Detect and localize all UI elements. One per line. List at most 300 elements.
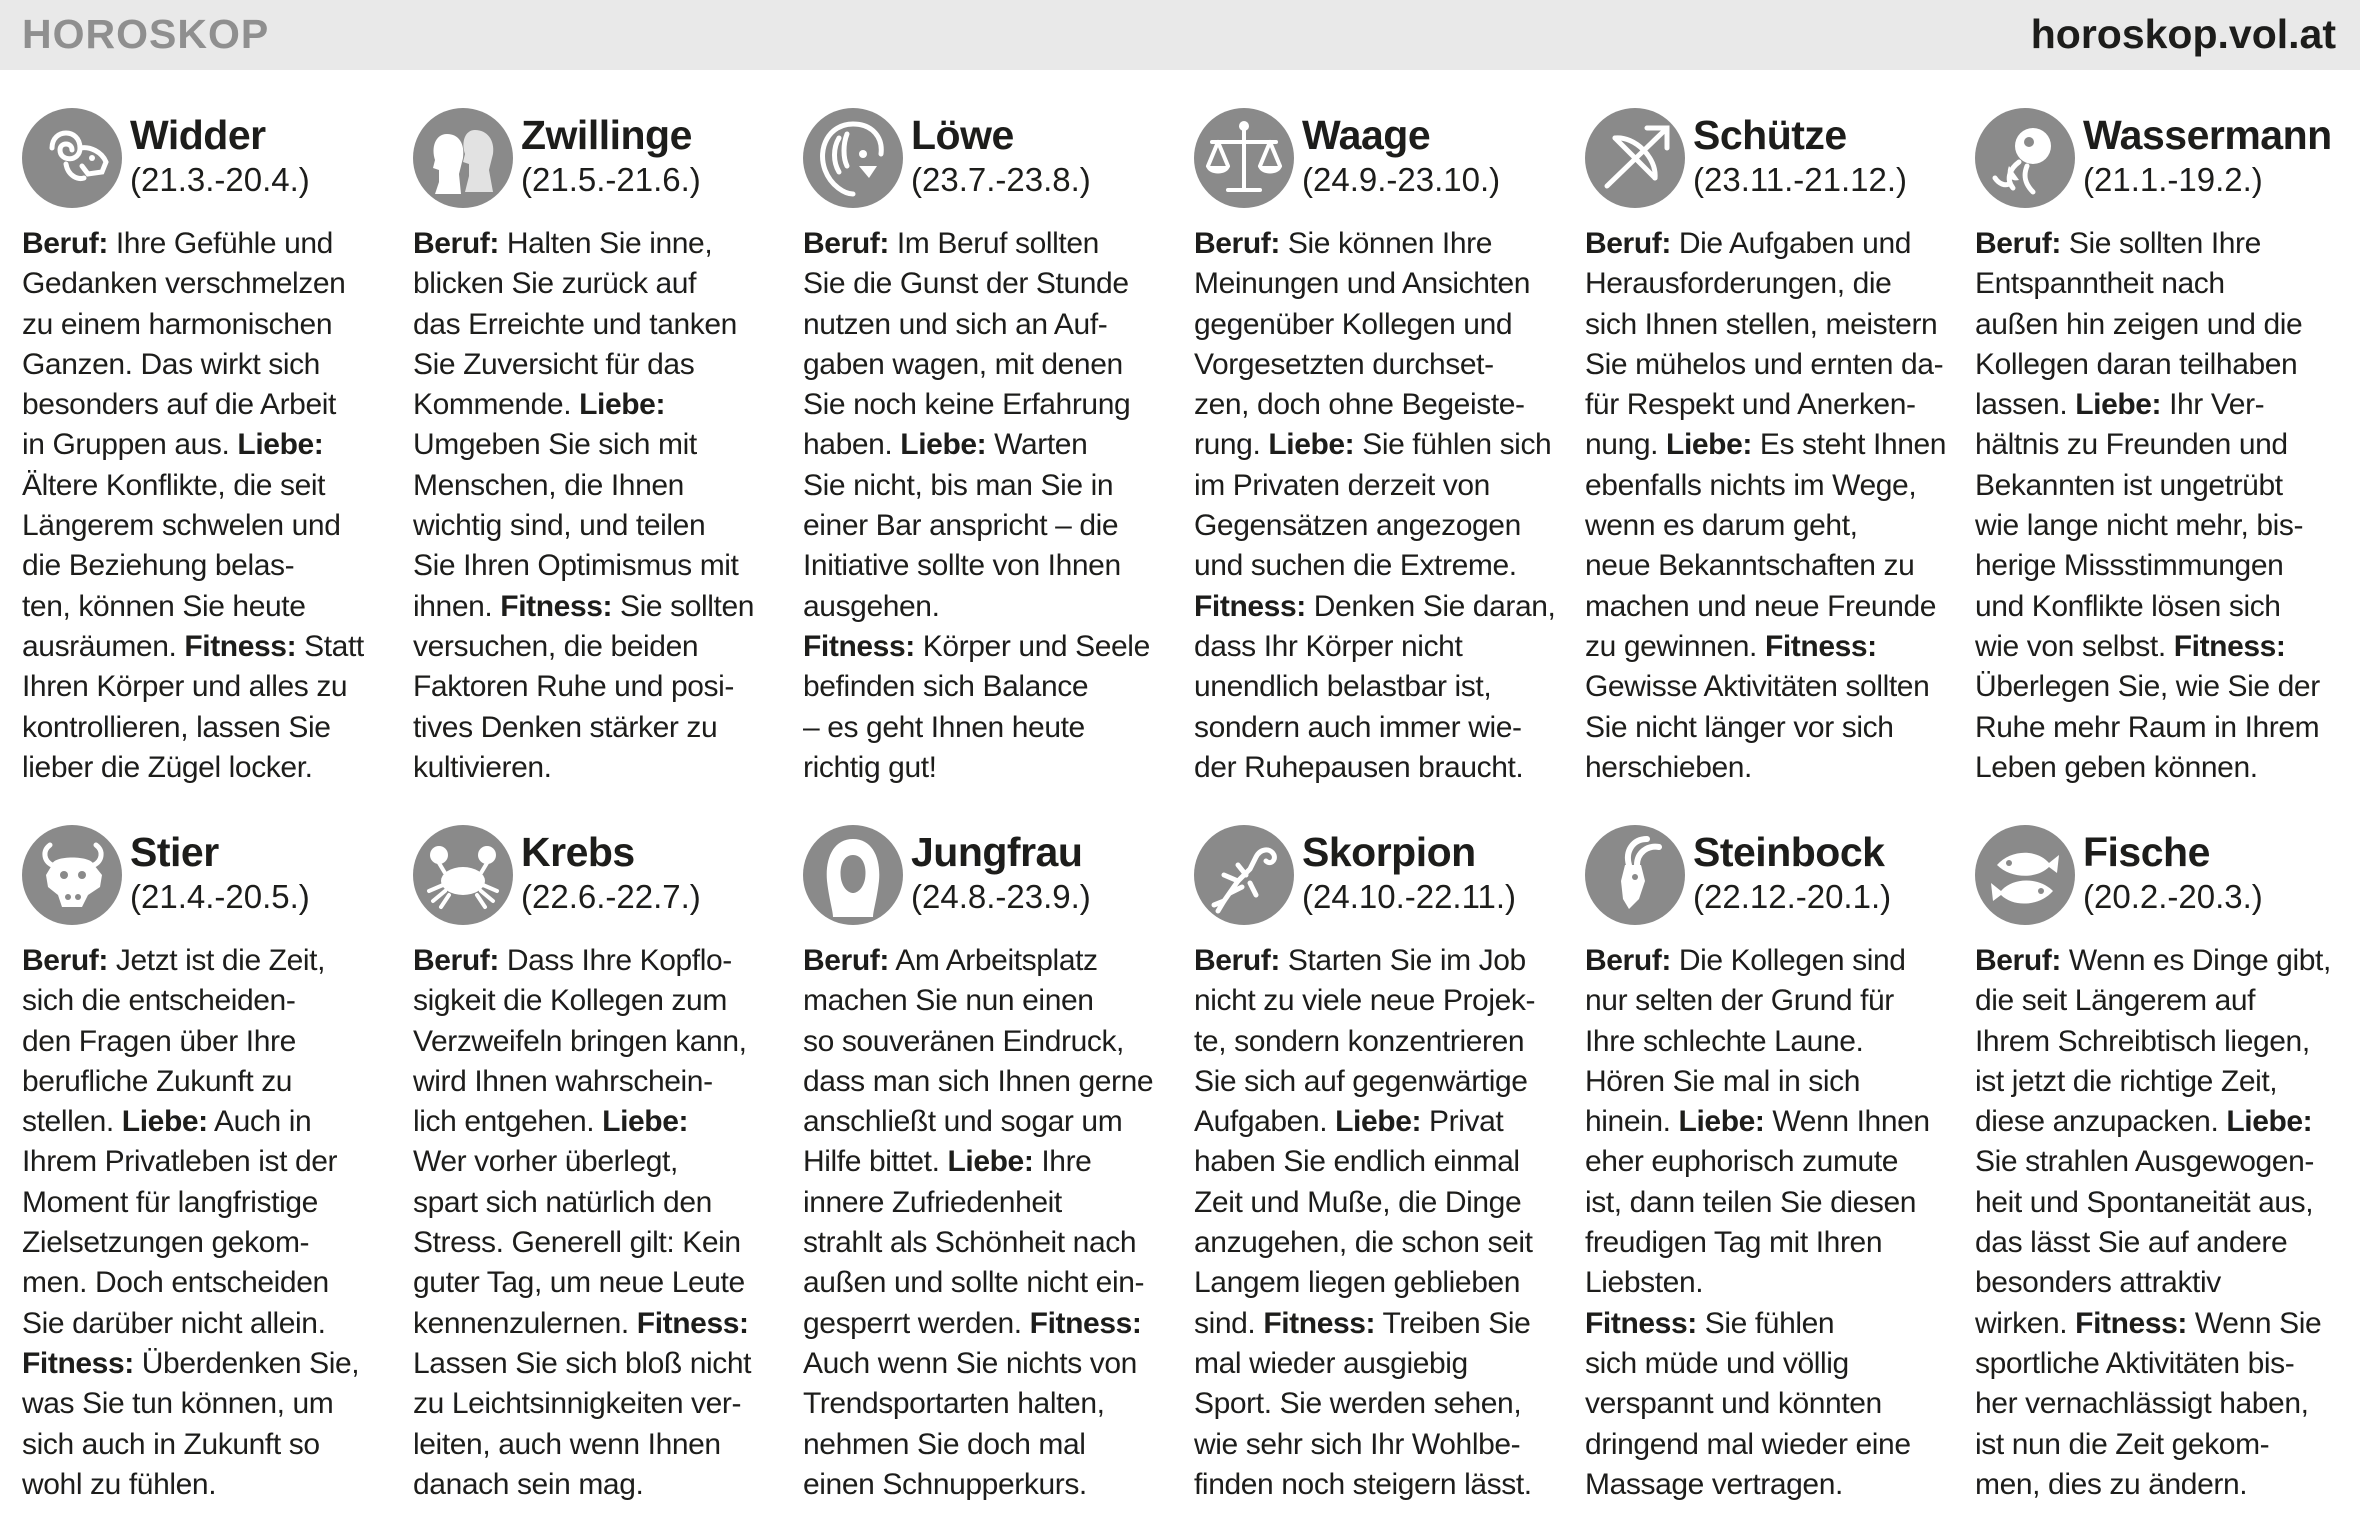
text-line — [1585, 941, 1955, 981]
text-line — [1194, 1263, 1564, 1303]
text-segment: haben Sie endlich einmal — [1194, 1145, 1520, 1179]
text-line — [1975, 345, 2345, 385]
sign-dates: (21.5.-21.6.) — [521, 161, 701, 198]
text-segment: Statt — [296, 629, 364, 663]
beruf-label: Beruf: — [803, 227, 889, 260]
liebe-label: Liebe: — [947, 1145, 1034, 1179]
text-segment: nung. — [1585, 428, 1667, 462]
horoscope-text — [803, 224, 1173, 788]
text-segment: innere Zufriedenheit — [803, 1185, 1062, 1219]
text-segment: Leben geben können. — [1975, 750, 2258, 784]
sign-name: Schütze — [1693, 112, 1847, 158]
text-line — [803, 1183, 1173, 1223]
text-segment: tives Denken stärker zu — [413, 710, 718, 744]
text-segment: Faktoren Ruhe und posi- — [413, 670, 734, 704]
text-segment: Menschen, die Ihnen — [413, 468, 684, 502]
text-line — [803, 1304, 1173, 1344]
text-line — [413, 546, 783, 586]
text-line — [1975, 264, 2345, 304]
sign-dates: (23.7.-23.8.) — [911, 161, 1091, 198]
text-line — [22, 466, 392, 506]
text-segment: wenn es darum geht, — [1585, 509, 1858, 543]
text-line — [1194, 1384, 1564, 1424]
text-segment: herige Missstimmungen — [1975, 549, 2284, 583]
text-segment: stellen. — [22, 1105, 122, 1139]
text-segment: Meinungen und Ansichten — [1194, 267, 1531, 301]
text-line — [22, 1102, 392, 1142]
text-segment: Kollegen daran teilhaben — [1975, 347, 2298, 381]
text-segment: Ihre Gefühle und — [115, 227, 333, 260]
text-segment: haben. — [803, 428, 901, 462]
text-line — [413, 506, 783, 546]
text-line — [803, 941, 1173, 981]
text-line — [1194, 708, 1564, 748]
text-line — [22, 587, 392, 627]
text-segment: Gegensätzen angezogen — [1194, 509, 1521, 543]
text-segment: den Fragen über Ihre — [22, 1024, 296, 1058]
liebe-label: Liebe: — [1335, 1105, 1422, 1139]
horoscope-text — [1975, 224, 2345, 788]
text-line — [1975, 506, 2345, 546]
text-segment: ten, können Sie heute — [22, 589, 306, 623]
fitness-label: Fitness: — [1585, 1306, 1697, 1340]
text-segment: Initiative sollte von Ihnen — [803, 549, 1121, 583]
text-line — [413, 264, 783, 304]
text-line — [1194, 1183, 1564, 1223]
scales-icon — [1194, 108, 1294, 208]
text-segment: Ihr Ver- — [2161, 388, 2265, 422]
sign-dates: (21.3.-20.4.) — [130, 161, 310, 198]
text-line — [1585, 1425, 1955, 1465]
text-line — [1585, 1304, 1955, 1344]
text-line — [1975, 1022, 2345, 1062]
text-line — [22, 1142, 392, 1182]
text-line — [22, 748, 392, 788]
virgin-icon — [803, 825, 903, 925]
text-line — [1585, 1102, 1955, 1142]
text-line — [803, 1022, 1173, 1062]
text-segment: Überdenken Sie, — [141, 1346, 360, 1380]
text-line — [1975, 1304, 2345, 1344]
text-line — [803, 506, 1173, 546]
text-segment: eher euphorisch zumute — [1585, 1145, 1899, 1179]
text-segment: besonders attraktiv — [1975, 1266, 2221, 1300]
text-segment: Körper und Seele — [922, 629, 1150, 663]
text-line — [1975, 1263, 2345, 1303]
text-segment: Sie können Ihre — [1287, 227, 1493, 260]
text-line — [1585, 1465, 1955, 1505]
text-segment: sportliche Aktivitäten bis- — [1975, 1346, 2295, 1380]
text-line — [803, 345, 1173, 385]
text-segment: Sie strahlen Ausgewogen- — [1975, 1145, 2314, 1179]
text-line — [1975, 941, 2345, 981]
text-segment: Herausforderungen, die — [1585, 267, 1892, 301]
text-segment: her vernachlässigt haben, — [1975, 1387, 2309, 1421]
text-line — [22, 1022, 392, 1062]
text-segment: so souveränen Eindruck, — [803, 1024, 1124, 1058]
text-segment: rung. — [1194, 428, 1269, 462]
text-segment: heit und Spontaneität aus, — [1975, 1185, 2314, 1219]
text-segment: Privat — [1421, 1105, 1504, 1139]
text-segment: Moment für langfristige — [22, 1185, 318, 1219]
text-line — [1585, 1183, 1955, 1223]
text-segment: sind. — [1194, 1306, 1264, 1340]
text-line — [803, 224, 1173, 264]
text-line — [1194, 1223, 1564, 1263]
text-line — [1194, 264, 1564, 304]
text-segment: Ganzen. Das wirkt sich — [22, 347, 320, 381]
liebe-label: Liebe: — [1678, 1105, 1765, 1139]
text-line — [413, 224, 783, 264]
text-segment: Entspanntheit nach — [1975, 267, 2225, 301]
text-segment: Wenn Sie — [2187, 1306, 2322, 1340]
horoscope-text — [413, 941, 783, 1505]
text-line — [803, 1102, 1173, 1142]
text-segment: Ältere Konflikte, die seit — [22, 468, 326, 502]
text-segment: Ihren Körper und alles zu — [22, 670, 348, 704]
text-line — [803, 425, 1173, 465]
text-line — [413, 1425, 783, 1465]
text-line — [413, 667, 783, 707]
text-segment: versuchen, die beiden — [413, 629, 699, 663]
text-segment: Trendsportarten halten, — [803, 1387, 1105, 1421]
text-segment: Es steht Ihnen — [1751, 428, 1947, 462]
text-line — [1194, 506, 1564, 546]
bull-icon — [22, 825, 122, 925]
beruf-label: Beruf: — [22, 944, 108, 977]
text-line — [1194, 224, 1564, 264]
text-line — [1975, 1223, 2345, 1263]
site-url: horoskop.vol.at — [2030, 11, 2336, 57]
text-line — [22, 667, 392, 707]
text-segment: außen hin zeigen und die — [1975, 307, 2303, 341]
text-line — [803, 587, 1173, 627]
text-line — [22, 546, 392, 586]
text-segment: Massage vertragen. — [1585, 1467, 1843, 1501]
text-line — [1585, 1022, 1955, 1062]
text-segment: dass man sich Ihnen gerne — [803, 1064, 1154, 1098]
text-line — [413, 345, 783, 385]
liebe-label: Liebe: — [1268, 428, 1355, 462]
text-segment: Sie fühlen — [1704, 1306, 1835, 1340]
text-line — [1975, 627, 2345, 667]
horoscope-text — [1194, 941, 1564, 1505]
text-line — [803, 667, 1173, 707]
text-line — [22, 506, 392, 546]
beruf-label: Beruf: — [413, 227, 499, 260]
text-segment: nicht zu viele neue Projek- — [1194, 984, 1536, 1018]
scorpion-icon — [1194, 825, 1294, 925]
text-line — [1585, 627, 1955, 667]
text-segment: Sie sich auf gegenwärtige — [1194, 1064, 1528, 1098]
text-segment: strahlt als Schönheit nach — [803, 1226, 1137, 1260]
sign-dates: (22.6.-22.7.) — [521, 878, 701, 915]
text-line — [1585, 1142, 1955, 1182]
text-segment: Liebsten. — [1585, 1266, 1704, 1300]
text-line — [22, 305, 392, 345]
text-line — [1194, 1022, 1564, 1062]
text-segment: spart sich natürlich den — [413, 1185, 712, 1219]
text-line — [803, 627, 1173, 667]
fitness-label: Fitness: — [500, 589, 613, 623]
text-line — [413, 941, 783, 981]
text-segment: machen und neue Freunde — [1585, 589, 1937, 623]
beruf-label: Beruf: — [803, 944, 889, 977]
twins-icon — [413, 108, 513, 208]
text-line — [1194, 385, 1564, 425]
horoscope-text — [1194, 224, 1564, 788]
sign-name: Stier — [130, 829, 219, 875]
text-line — [413, 1223, 783, 1263]
text-line — [413, 425, 783, 465]
liebe-label: Liebe: — [900, 428, 987, 462]
text-line — [1585, 345, 1955, 385]
text-segment: blicken Sie zurück auf — [413, 267, 697, 301]
fitness-label: Fitness: — [1263, 1306, 1376, 1340]
text-line — [22, 1062, 392, 1102]
fitness-label: Fitness: — [1029, 1306, 1142, 1340]
text-line — [1975, 305, 2345, 345]
sign-dates: (21.1.-19.2.) — [2083, 161, 2263, 198]
text-line — [413, 627, 783, 667]
text-segment: Überlegen Sie, wie Sie der — [1975, 670, 2320, 704]
text-segment: und Konflikte lösen sich — [1975, 589, 2281, 623]
horoscope-text — [22, 224, 392, 788]
text-line — [22, 1223, 392, 1263]
text-line — [803, 1344, 1173, 1384]
text-line — [22, 708, 392, 748]
horoscope-text — [1975, 941, 2345, 1505]
text-segment: dass Ihr Körper nicht — [1194, 629, 1463, 663]
text-segment: hältnis zu Freunden und — [1975, 428, 2288, 462]
text-segment: Sie die Gunst der Stunde — [803, 267, 1129, 301]
text-line — [803, 708, 1173, 748]
sign-dates: (24.9.-23.10.) — [1302, 161, 1501, 198]
fitness-label: Fitness: — [1194, 589, 1306, 623]
sign-dates: (23.11.-21.12.) — [1693, 161, 1908, 198]
text-line — [413, 587, 783, 627]
text-line — [1194, 1425, 1564, 1465]
text-line — [1975, 224, 2345, 264]
text-segment: wohl zu fühlen. — [22, 1467, 217, 1501]
text-segment: was Sie tun können, um — [22, 1387, 334, 1421]
text-line — [413, 1304, 783, 1344]
text-line — [1975, 1102, 2345, 1142]
text-segment: ihnen. — [413, 589, 501, 623]
text-segment: Denken Sie daran, — [1313, 589, 1556, 623]
text-segment: machen Sie nun einen — [803, 984, 1094, 1018]
text-line — [413, 1384, 783, 1424]
text-line — [803, 1384, 1173, 1424]
text-line — [1194, 1102, 1564, 1142]
text-segment: das lässt Sie auf andere — [1975, 1226, 2288, 1260]
text-segment: lich entgehen. — [413, 1105, 603, 1139]
sign-name: Wassermann — [2083, 112, 2332, 158]
text-line — [413, 1183, 783, 1223]
text-line — [22, 1465, 392, 1505]
text-segment: Warten — [986, 428, 1088, 462]
text-segment: Sie noch keine Erfahrung — [803, 388, 1131, 422]
text-segment: dringend mal wieder eine — [1585, 1427, 1911, 1461]
text-line — [22, 941, 392, 981]
text-segment: Vorgesetzten durchset- — [1194, 347, 1494, 381]
text-segment: men, dies zu ändern. — [1975, 1467, 2248, 1501]
liebe-label: Liebe: — [2226, 1105, 2313, 1139]
text-line — [1585, 466, 1955, 506]
text-segment: Gewisse Aktivitäten sollten — [1585, 670, 1930, 704]
text-segment: Längerem schwelen und — [22, 509, 341, 543]
fitness-label: Fitness: — [636, 1306, 749, 1340]
text-line — [803, 748, 1173, 788]
text-segment: Verzweifeln bringen kann, — [413, 1024, 747, 1058]
sign-name: Zwillinge — [521, 112, 692, 158]
text-segment: ebenfalls nichts im Wege, — [1585, 468, 1917, 502]
text-segment: ist nun die Zeit gekom- — [1975, 1427, 2270, 1461]
text-line — [1975, 425, 2345, 465]
text-segment: sich die entscheiden- — [22, 984, 296, 1018]
text-segment: Gedanken verschmelzen — [22, 267, 346, 301]
sign-name: Löwe — [911, 112, 1014, 158]
sign-name: Fische — [2083, 829, 2210, 875]
text-line — [803, 1425, 1173, 1465]
text-segment: sondern auch immer wie- — [1194, 710, 1522, 744]
text-segment: Wenn es Dinge gibt, — [2068, 944, 2331, 977]
text-line — [1194, 1344, 1564, 1384]
lion-icon — [803, 108, 903, 208]
text-segment: danach sein mag. — [413, 1467, 644, 1501]
text-segment: Die Aufgaben und — [1678, 227, 1912, 260]
text-segment: anzugehen, die schon seit — [1194, 1226, 1533, 1260]
text-line — [22, 1425, 392, 1465]
text-line — [413, 1102, 783, 1142]
text-segment: – es geht Ihnen heute — [803, 710, 1085, 744]
text-segment: mal wieder ausgiebig — [1194, 1346, 1468, 1380]
sign-name: Skorpion — [1302, 829, 1476, 875]
text-line — [1975, 708, 2345, 748]
text-segment: das Erreichte und tanken — [413, 307, 737, 341]
text-line — [413, 385, 783, 425]
text-segment: gaben wagen, mit denen — [803, 347, 1123, 381]
text-line — [1194, 345, 1564, 385]
text-segment: lieber die Zügel locker. — [22, 750, 313, 784]
text-segment: Sie mühelos und ernten da- — [1585, 347, 1944, 381]
text-line — [22, 345, 392, 385]
text-line — [22, 1263, 392, 1303]
text-line — [413, 1344, 783, 1384]
beruf-label: Beruf: — [1975, 227, 2061, 260]
text-segment: und suchen die Extreme. — [1194, 549, 1517, 583]
text-line — [1975, 546, 2345, 586]
fitness-label: Fitness: — [184, 629, 297, 663]
text-segment: guter Tag, um neue Leute — [413, 1266, 745, 1300]
text-line — [1585, 1384, 1955, 1424]
text-line — [1194, 425, 1564, 465]
text-segment: einer Bar anspricht – die — [803, 509, 1119, 543]
text-segment: unendlich belastbar ist, — [1194, 670, 1492, 704]
text-segment: lassen. — [1975, 388, 2076, 422]
text-line — [1585, 425, 1955, 465]
sign-name: Waage — [1302, 112, 1431, 158]
water-bearer-icon — [1975, 108, 2075, 208]
text-line — [1975, 466, 2345, 506]
text-segment: neue Bekanntschaften zu — [1585, 549, 1915, 583]
fish-icon — [1975, 825, 2075, 925]
text-line — [803, 1465, 1173, 1505]
text-line — [1975, 1183, 2345, 1223]
text-segment: Wer vorher überlegt, — [413, 1145, 678, 1179]
beruf-label: Beruf: — [413, 944, 499, 977]
text-segment: für Respekt und Anerken- — [1585, 388, 1916, 422]
text-line — [1585, 1263, 1955, 1303]
text-segment: anschließt und sogar um — [803, 1105, 1123, 1139]
text-segment: te, sondern konzentrieren — [1194, 1024, 1525, 1058]
text-line — [1194, 1062, 1564, 1102]
text-line — [22, 1384, 392, 1424]
text-segment: gesperrt werden. — [803, 1306, 1030, 1340]
text-segment: ist, dann teilen Sie diesen — [1585, 1185, 1917, 1219]
text-segment: Treiben Sie — [1375, 1306, 1531, 1340]
header-bar — [0, 0, 2360, 70]
liebe-label: Liebe: — [1666, 428, 1752, 462]
text-line — [413, 708, 783, 748]
text-segment: hinein. — [1585, 1105, 1679, 1139]
text-line — [803, 1223, 1173, 1263]
text-segment: kennenzulernen. — [413, 1306, 637, 1340]
text-segment: nutzen und sich an Auf- — [803, 307, 1108, 341]
text-line — [413, 1263, 783, 1303]
text-line — [22, 981, 392, 1021]
sign-name: Steinbock — [1693, 829, 1885, 875]
liebe-label: Liebe: — [602, 1105, 689, 1139]
text-line — [413, 981, 783, 1021]
text-line — [413, 748, 783, 788]
beruf-label: Beruf: — [1585, 944, 1671, 977]
archer-icon — [1585, 108, 1685, 208]
section-title: HOROSKOP — [22, 11, 270, 57]
sign-name: Krebs — [521, 829, 635, 875]
horoscope-text — [413, 224, 783, 788]
text-line — [1975, 1425, 2345, 1465]
text-line — [1975, 1142, 2345, 1182]
sign-name: Jungfrau — [911, 829, 1083, 875]
text-line — [803, 1142, 1173, 1182]
text-segment: herschieben. — [1585, 750, 1752, 784]
text-line — [22, 1344, 392, 1384]
text-segment: sich auch in Zukunft so — [22, 1427, 320, 1461]
text-line — [803, 305, 1173, 345]
text-line — [1585, 981, 1955, 1021]
text-line — [1585, 1223, 1955, 1263]
text-line — [22, 1304, 392, 1344]
text-line — [1585, 587, 1955, 627]
text-segment: Sie nicht länger vor sich — [1585, 710, 1894, 744]
fitness-label: Fitness: — [1764, 629, 1877, 663]
text-segment: sich Ihnen stellen, meistern — [1585, 307, 1938, 341]
text-segment: wichtig sind, und teilen — [413, 509, 706, 543]
text-segment: zu einem harmonischen — [22, 307, 333, 341]
text-segment: Hören Sie mal in sich — [1585, 1064, 1861, 1098]
text-segment: sigkeit die Kollegen zum — [413, 984, 727, 1018]
beruf-label: Beruf: — [1194, 944, 1280, 977]
text-segment: Kommende. — [413, 388, 580, 422]
text-segment: ausräumen. — [22, 629, 185, 663]
text-line — [1194, 667, 1564, 707]
text-line — [1975, 1344, 2345, 1384]
horoscope-text — [1585, 224, 1955, 788]
text-line — [1585, 264, 1955, 304]
text-segment: wirken. — [1975, 1306, 2076, 1340]
text-segment: Ruhe mehr Raum in Ihrem — [1975, 710, 2320, 744]
